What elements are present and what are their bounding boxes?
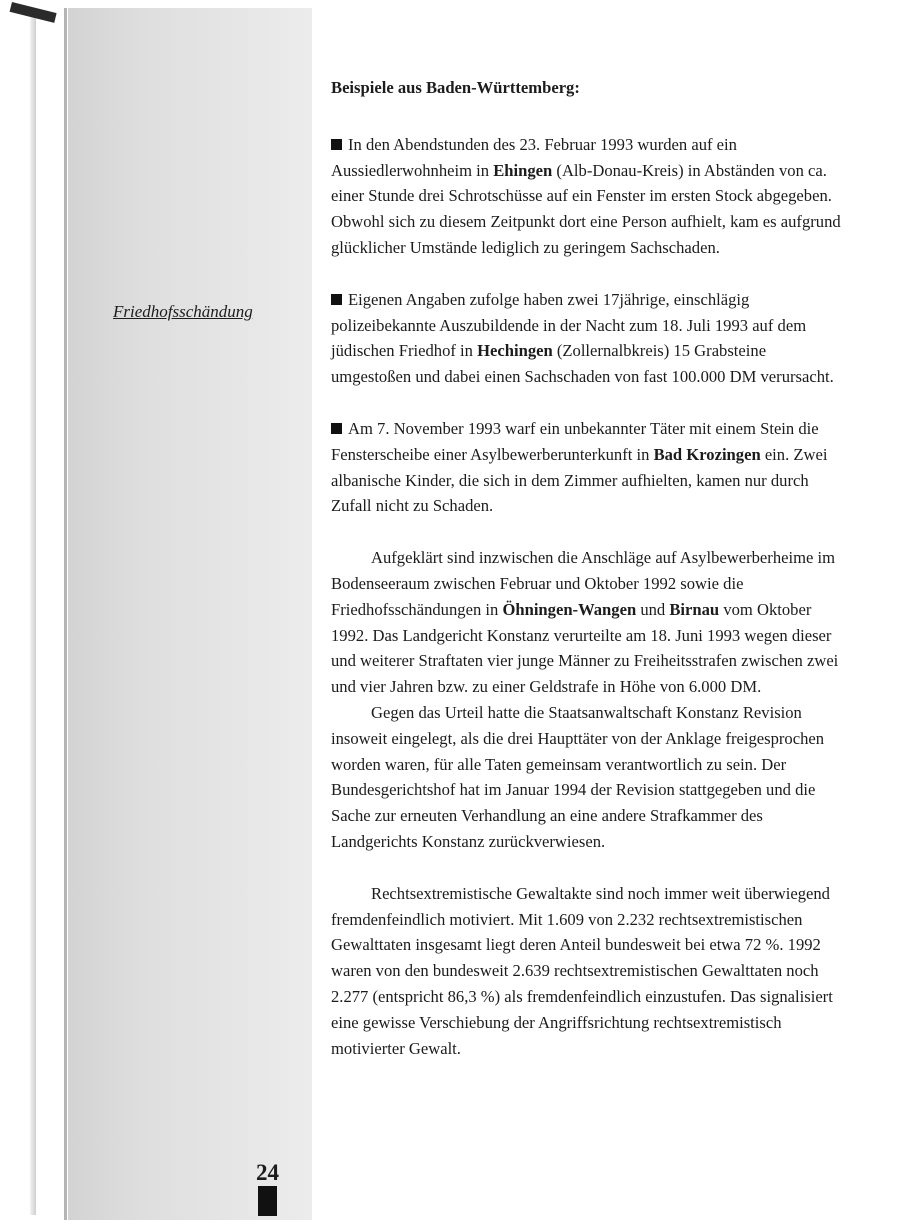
item-text: (Zollernalbkreis) 15 Grabsteine umgestoßen und dabei einen Sachschaden von fast 100.000 DM verursacht.	[331, 341, 834, 387]
bullet-square-icon	[331, 139, 342, 150]
bullet-square-icon	[331, 423, 342, 434]
page-number: 24	[256, 1160, 279, 1185]
section-heading: Beispiele aus Baden-Württemberg:	[331, 78, 580, 97]
document-body	[331, 75, 841, 1061]
place-name: Birnau	[669, 599, 720, 619]
item-text: Eigenen Angaben zufolge haben zwei 17jährige, einschlägig polizeibekannte Auszubildende in der Nacht zum 18. Juli 1993 auf dem jüdischen Friedhof in	[331, 289, 807, 361]
item-text: ein. Zwei albanische Kinder, die sich in dem Zimmer aufhielten, kamen nur durch Zufall nicht zu Schaden.	[331, 444, 828, 516]
paragraph-gewaltakte: Rechtsextremistische Gewaltakte sind noch immer weit überwiegend fremdenfeindlich motiviert. Mit 1.609 von 2.232 rechtsextremistischen Gewalttaten insgesamt liegt deren Anteil bundesweit bei etwa 72 %. 1992 waren von den bundesweit 2.639 rechtsextremistischen Gewalttaten noch 2.277 (entspricht 86,3 %) als fremdenfeindlich einzustufen. Das signalisiert eine gewisse Verschiebung der Angriffsrichtung rechtsextremistisch motivierter Gewalt.	[331, 883, 833, 1058]
item-text: In den Abendstunden des 23. Februar 1993 wurden auf ein Aussiedlerwohnheim in	[331, 134, 737, 180]
place-name: Ehingen	[493, 160, 553, 180]
place-name: Hechingen	[477, 341, 553, 361]
place-name: Bad Krozingen	[653, 444, 761, 464]
bullet-square-icon	[331, 294, 342, 305]
place-name: Öhningen-Wangen	[502, 599, 637, 619]
margin-column	[68, 8, 312, 1220]
paragraph-text: und	[636, 599, 670, 619]
example-item-2	[331, 287, 841, 390]
page-marker-block	[258, 1186, 277, 1216]
paragraph-text: vom Oktober 1992. Das Landgericht Konstanz verurteilte am 18. Juni 1993 wegen dieser und weiterer Straftaten vier junge Männer zu Freiheitsstrafen zwischen zwei und vier Jahren bzw. zu einer Geldstrafe in Höhe von 6.000 DM.	[331, 599, 839, 697]
example-item-1	[331, 132, 841, 261]
item-text: Am 7. November 1993 warf ein unbekannter Täter mit einem Stein die Fensterscheibe einer Asylbewerberunterkunft in	[331, 418, 819, 464]
item-text: (Alb-Donau-Kreis) in Abständen von ca. einer Stunde drei Schrotschüsse auf ein Fenster im ersten Stock abgegeben. Obwohl sich zu diesem Zeitpunkt dort eine Person aufhielt, kam es aufgrund glücklicher Umstände lediglich zu geringem Sachschaden.	[331, 160, 841, 257]
margin-note-friedhofsschaendung: Friedhofsschändung	[113, 302, 253, 321]
paragraph-revision: Gegen das Urteil hatte die Staatsanwaltschaft Konstanz Revision insoweit eingelegt, als die drei Haupttäter von der Anklage freigesprochen worden waren, für alle Taten gemeinsam verantwortlich zu sein. Der Bundesgerichtshof hat im Januar 1994 der Revision stattgegeben und die Sache zur erneuten Verhandlung an eine andere Strafkammer des Landgerichts Konstanz zurückverwiesen.	[331, 702, 825, 851]
paragraph-text: Aufgeklärt sind inzwischen die Anschläge auf Asylbewerberheime im Bodenseeraum zwischen Februar und Oktober 1992 sowie die Friedhofsschändungen in	[331, 548, 836, 619]
page-spine-edge	[30, 10, 36, 1215]
paragraph-aufgeklaert	[331, 545, 841, 700]
example-item-3	[331, 416, 841, 519]
spine-shadow-line	[64, 8, 67, 1220]
